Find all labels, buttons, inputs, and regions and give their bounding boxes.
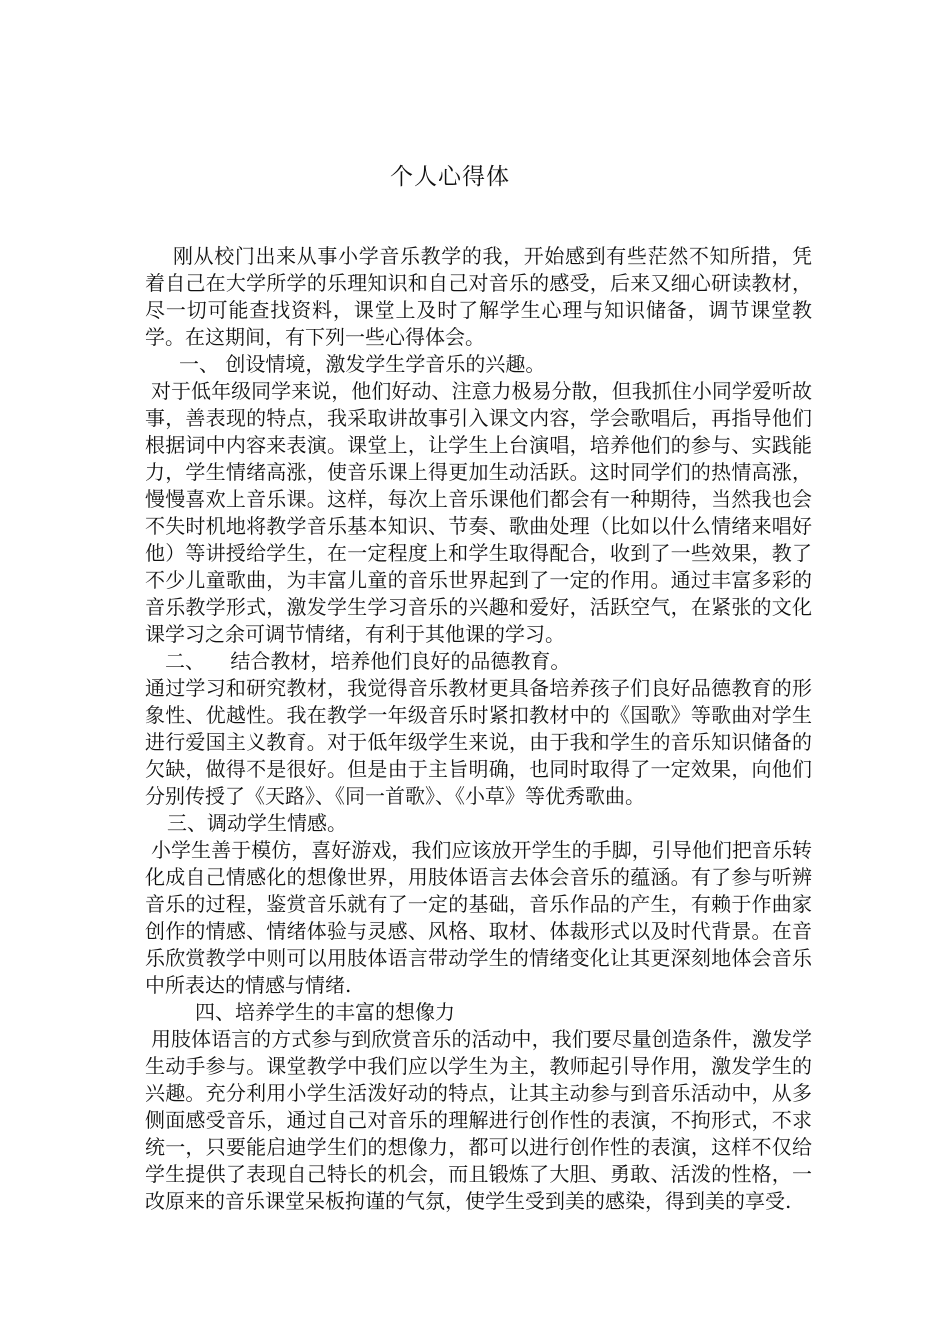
section-paragraph-1: 对于低年级同学来说，他们好动、注意力极易分散，但我抓住小同学爱听故事，善表现的特点，我采取讲故事引入课文内容，学会歌唱后，再指导他们根据词中内容来表演。课堂上，让学生上台演唱，培养他们的参与、实践能力，学生情绪高涨，使音乐课上得更加生动活跃。这时同学们的热情高涨，慢慢喜欢上音乐课。这样，每次上音乐课他们都会有一种期待，当然我也会不失时机地将教学音乐基本知识、节奏、歌曲处理（比如以什么情绪来唱好他）等讲授给学生，在一定程度上和学生取得配合，收到了一些效果，教了不少儿童歌曲，为丰富儿童的音乐世界起到了一定的作用。通过丰富多彩的音乐教学形式，激发学生学习音乐的兴趣和爱好，活跃空气，在紧张的文化课学习之余可调节情绪，有利于其他课的学习。 bbox=[145, 379, 812, 646]
document-body bbox=[145, 243, 812, 1215]
section-heading-3: 三、调动学生情感。 bbox=[167, 811, 347, 835]
document-title: 个人心得体 bbox=[390, 164, 510, 190]
section-heading-1: 一、 创设情境，激发学生学音乐的兴趣。 bbox=[179, 352, 546, 376]
intro-paragraph: 刚从校门出来从事小学音乐教学的我，开始感到有些茫然不知所措，凭着自己在大学所学的乐理知识和自己对音乐的感受，后来又细心研读教材，尽一切可能查找资料，课堂上及时了解学生心理与知识储备，调节课堂教学。在这期间，有下列一些心得体会。 bbox=[145, 244, 812, 349]
section-paragraph-3: 小学生善于模仿，喜好游戏，我们应该放开学生的手脚，引导他们把音乐转化成自己情感化的想像世界，用肢体语言去体会音乐的蕴涵。有了参与听辨音乐的过程，鉴赏音乐就有了一定的基础，音乐作品的产生，有赖于作曲家创作的情感、情绪体验与灵感、风格、取材、体裁形式以及时代背景。在音乐欣赏教学中则可以用肢体语言带动学生的情绪变化让其更深刻地体会音乐中所表达的情感与情绪. bbox=[145, 838, 812, 997]
section-heading-4: 四、培养学生的丰富的想像力 bbox=[195, 1000, 455, 1024]
section-heading-2: 二、 结合教材，培养他们良好的品德教育。 bbox=[165, 649, 571, 673]
section-paragraph-4: 用肢体语言的方式参与到欣赏音乐的活动中，我们要尽量创造条件，激发学生动手参与。课堂教学中我们应以学生为主，教师起引导作用，激发学生的兴趣。充分利用小学生活泼好动的特点，让其主动参与到音乐活动中，从多侧面感受音乐，通过自己对音乐的理解进行创作性的表演，不拘形式，不求统一，只要能启迪学生们的想像力，都可以进行创作性的表演，这样不仅给学生提供了表现自己特长的机会，而且锻炼了大胆、勇敢、活泼的性格，一改原来的音乐课堂呆板拘谨的气氛，使学生受到美的感染，得到美的享受. bbox=[145, 1027, 812, 1213]
section-paragraph-2: 通过学习和研究教材，我觉得音乐教材更具备培养孩子们良好品德教育的形象性、优越性。我在教学一年级音乐时紧扣教材中的《国歌》等歌曲对学生进行爱国主义教育。对于低年级学生来说，由于我和学生的音乐知识储备的欠缺，做得不是很好。但是由于主旨明确，也同时取得了一定效果，向他们分别传授了《天路》、《同一首歌》、《小草》等优秀歌曲。 bbox=[145, 676, 812, 808]
